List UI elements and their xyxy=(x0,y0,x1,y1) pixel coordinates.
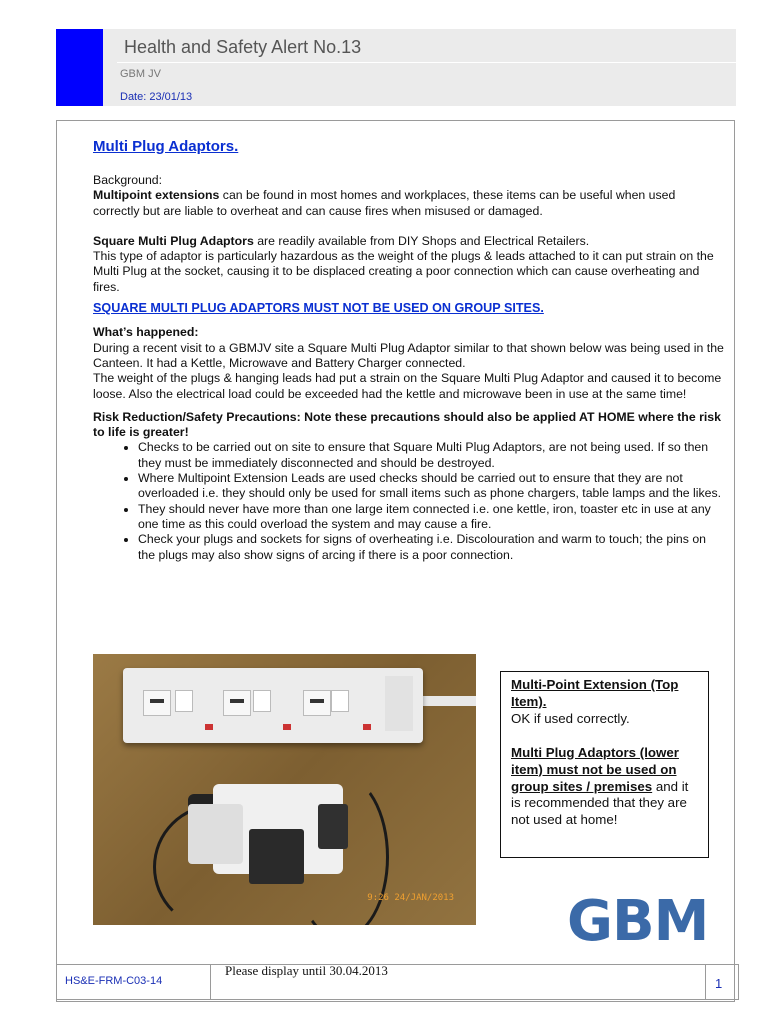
happened-text-1: During a recent visit to a GBMJV site a Square Multi Plug Adaptor similar to that shown below was being used in the Canteen. It had a Kettle, Microwave and Battery Charger connected. xyxy=(93,340,724,370)
happened-label: What’s happened: xyxy=(93,325,199,340)
caption-top-item-text: OK if used correctly. xyxy=(511,710,630,726)
document-title: Multi Plug Adaptors. xyxy=(93,138,239,155)
paragraph-hazard: This type of adaptor is particularly hazardous as the weight of the plugs & leads attached to it can put strain on the Multi Plug at the socket, causing it to be displaced creating a poor connection which can cause overheating and fires. xyxy=(93,249,714,294)
display-until-notice: Please display until 30.04.2013 xyxy=(225,963,388,978)
multipoint-extension xyxy=(123,668,423,743)
warning-heading: SQUARE MULTI PLUG ADAPTORS MUST NOT BE USED ON GROUP SITES. xyxy=(93,301,544,316)
organisation: GBM JV xyxy=(120,68,161,80)
extension-cable xyxy=(415,696,476,706)
extension-and-adaptor-photo xyxy=(93,654,476,925)
square-adaptors-text: are readily available from DIY Shops and Electrical Retailers. xyxy=(253,233,590,248)
paragraph-square-adaptors xyxy=(93,234,725,249)
precautions-list xyxy=(93,440,725,562)
form-reference: HS&E-FRM-C03-14 xyxy=(65,975,163,987)
list-item: • Checks to be carried out on site to ensure that Square Multi Plug Adaptors, are not being used. If so then they must be immediately disconnected and should be destroyed. xyxy=(138,440,725,471)
precautions-label: Risk Reduction/Safety Precautions: Note these precautions should also be applied AT HOME where the risk to life is greater! xyxy=(93,409,721,440)
photo-caption-box xyxy=(500,671,709,858)
photo-timestamp: 9:26 24/JAN/2013 xyxy=(367,893,454,903)
multipoint-text: can be found in most homes and workplaces, these items can be useful when used correctly but are liable to overheat and can cause fires when misused or damaged. xyxy=(93,188,676,218)
header xyxy=(103,29,736,106)
square-adaptors-bold: Square Multi Plug Adaptors xyxy=(93,233,254,248)
background-label: Background: xyxy=(93,173,163,187)
caption-top-item-heading: Multi-Point Extension (Top Item). xyxy=(511,677,679,709)
footer xyxy=(56,964,739,1000)
alert-body xyxy=(93,138,725,563)
header-divider xyxy=(117,62,736,63)
gbm-logo: GBM xyxy=(567,889,709,954)
happened-text-2: The weight of the plugs & hanging leads had put a strain on the Square Multi Plug Adaptor and caused it to become loose. Also the electrical load could be exceeded had the kettle and microwave been in use at the same time! xyxy=(93,371,722,401)
list-item: • They should never have more than one large item connected i.e. one kettle, iron, toaster etc in use at any one time as this could overload the system and may cause a fire. xyxy=(138,502,725,533)
plug xyxy=(249,829,304,884)
list-item: • Where Multipoint Extension Leads are used checks should be carried out to ensure that they are not overloaded i.e. they should only be used for small items such as phone chargers, table lamps and the likes. xyxy=(138,471,725,502)
list-item: • Check your plugs and sockets for signs of overheating i.e. Discolouration and warm to touch; the pins on the plugs may also show signs of arcing if there is a poor connection. xyxy=(138,532,725,563)
paragraph-multipoint xyxy=(93,188,725,219)
alert-title: Health and Safety Alert No.13 xyxy=(124,37,362,57)
alert-date: Date: 23/01/13 xyxy=(120,91,193,103)
multipoint-bold: Multipoint extensions xyxy=(93,188,220,203)
page-number: 1 xyxy=(715,976,723,991)
header-accent-bar xyxy=(56,29,103,106)
caption-lower-item: Multi Plug Adaptors (lower item) must not be used on group sites / premises and it is recommended that they are not used at home! xyxy=(511,744,689,828)
